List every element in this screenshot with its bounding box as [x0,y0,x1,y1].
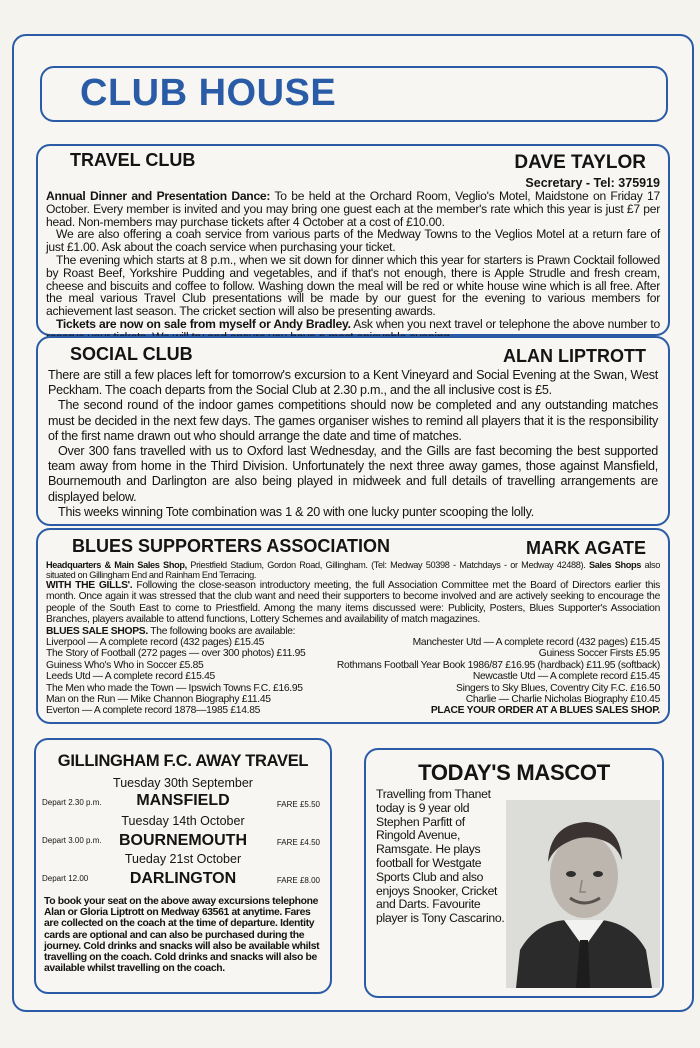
blues-title: BLUES SUPPORTERS ASSOCIATION [72,536,391,556]
order-notice: PLACE YOUR ORDER AT A BLUES SALES SHOP. [430,705,660,717]
blues-panel [36,528,670,724]
social-club-text [48,368,658,520]
social-club-title: SOCIAL CLUB [70,344,193,364]
trip-date: Tuesday 30th September [113,776,253,790]
trip-date: Tuesday 14th October [121,814,245,828]
book-row [46,648,660,659]
sales-shops-text: also situated on Gillingham End and Rainham End Terracing. [46,560,660,580]
book-item: Everton — A complete record 1878—1985 £14.85 [46,705,261,717]
dinner-heading: Annual Dinner and Presentation Dance: [46,189,271,203]
mascot-title: TODAY'S MASCOT [418,760,610,785]
trip-team: BOURNEMOUTH [119,832,247,849]
tickets-text: Ask when you next travel or telephone the above number to [353,316,660,331]
trip-depart: Depart 2.30 p.m. [42,798,102,807]
book-item: Singers to Sky Blues, Coventry City F.C. £16.50 [456,682,660,694]
book-item: Guiness Soccer Firsts £5.95 [538,648,660,660]
book-row [46,671,660,682]
club-house-banner [40,66,668,122]
trip-team: DARLINGTON [129,870,237,887]
social-club-panel [36,336,670,526]
games-text: The second round of the indoor games competitions should now be completed and any outstanding matches must be decided in the next few days. The games organiser wishes to remind all players that it is the responsibility of the first name drawn out who should arrange the date and time of matches. [48,398,658,443]
travel-club-text [46,190,660,344]
book-item: Rothmans Football Year Book 1986/87 £16.95 (hardback) £11.95 (softback) [336,659,660,671]
trip-depart: Depart 12.00 [42,874,89,883]
sale-shops-text: The following books are available: [147,625,296,637]
oxford-text: Over 300 fans travelled with us to Oxford last Wednesday, and the Gills are fast becoming the best supported team away from home in the Third Division. Unfortunately the next three away games, those against Mansfield, Bournemouth and Darlington are also being played in midweek and full details of travelling arrangements are displayed below. [48,444,658,504]
book-row [46,694,660,705]
page-title: CLUB HOUSE [80,72,337,114]
book-item: Man on the Run — Mike Channon Biography £11.45 [46,694,271,706]
mascot-text: Travelling from Thanet today is 9 year old Stephen Parfitt of Ringold Avenue, Ramsgate. He plays football for Westgate Sports Club and also enjoys Snooker, Cricket and Darts. Favourite player is Tony Cascarino. [376,787,505,926]
tote-text: This weeks winning Tote combination was 1 & 20 with one lucky punter scooping the lolly. [58,504,534,519]
blues-text [46,560,660,717]
tickets-heading: Tickets are now on sale from myself or Andy Bradley. [56,316,351,331]
hq-heading: Headquarters & Main Sales Shop, [46,560,187,570]
book-item: Charlie — Charlie Nicholas Biography £10.45 [465,694,660,706]
travel-club-person: DAVE TAYLOR [514,152,646,173]
evening-text: The evening which starts at 8 p.m., when we sit down for dinner which this year for starters is Prawn Cocktail followed by Roast Beef, Yorkshire Pudding and vegetables, and if that's not enough, there is Apple Strudle and fresh cream, cheese and biscuits and coffee to follow. Washing down the meal will be red or white house wine which is all free. After the meal various Travel Club presentations will be made by our guest for the evening to various members for achievement last season. The cricket section will also be presenting awards. [46,252,660,319]
hq-text: Priestfield Stadium, Gordon Road, Gillingham. (Tel: Medway 50398 - Matchdays - or Medway 42488). [186,560,586,570]
trip-fare: FARE £5.50 [276,800,320,809]
blues-person: MARK AGATE [526,538,646,558]
trip-depart: Depart 3.00 p.m. [42,836,102,845]
trip-date: Tueday 21st October [124,852,242,866]
book-item: Newcastle Utd — A complete record £15.45 [472,671,660,683]
book-item: Manchester Utd — A complete record (432 pages) £15.45 [412,637,660,649]
dinner-text: To be held at the Orchard Room, Veglio's Motel, Maidstone on Friday 17 October. Every member is invited and you may bring one guest each at the member's rate which this year is just £7 per head. Non-members may purchase tickets after 4 October at a cost of £10.00. [46,189,661,229]
travel-club-contact: Secretary - Tel: 375919 [525,176,660,190]
sale-shops-heading: BLUES SALE SHOPS. [46,625,148,637]
trip-team: MANSFIELD [136,792,230,809]
book-row [46,683,660,694]
away-travel-title: GILLINGHAM F.C. AWAY TRAVEL [57,752,309,770]
with-gills-text: Following the close-season introductory meeting, the full Association Committee met the Board of Directors earlier this month. Once again it was stressed that the club want and need their supporters to become involved and are actively seeking to encourage the people of the South East to come to Priestfield. Among the many items discussed were: Publicity, Posters, Blues Supporter's Association Branches, players available to attend functions, Lottery Schemes and availability of match magazines. [46,580,660,626]
away-travel-panel [34,738,332,994]
travel-club-title: TRAVEL CLUB [70,150,196,170]
book-item: The Story of Football (272 pages — over 300 photos) £11.95 [46,648,306,660]
book-item: Guiness Who's Who in Soccer £5.85 [46,659,204,671]
programme-page [12,34,694,1012]
travel-club-panel [36,144,670,336]
trip-fare: FARE £4.50 [276,838,320,847]
mascot-photo [506,800,660,988]
sales-shops-heading: Sales Shops [585,560,642,570]
booking-note: To book your seat on the above away excursions telephone Alan or Gloria Liptrott on Medway 63561 at anytime. Fares are collected on the coach at the time of departure. Identity cards are optional and can also be purchased during the journey. Cold drinks and snacks will also be available whilst travelling on the coach. Cold drinks and snacks will also be available whilst travelling on the coach. [44,896,320,975]
with-gills-heading: WITH THE GILLS'. [46,580,133,591]
book-item: Leeds Utd — A complete record £15.45 [46,671,215,683]
book-row [46,660,660,671]
book-row [46,705,660,716]
mascot-panel [364,748,664,998]
trip-fare: FARE £8.00 [276,876,320,885]
coach-text: We are also offering a coah service from various parts of the Medway Towns to the Veglios Motel at a return fare of just £1.00. Ask about the coach service when purchasing your ticket. [46,227,660,255]
excursion-text: There are still a few places left for tomorrow's excursion to a Kent Vineyard and Social Evening at the Swan, West Peckham. The coach departs from the Social Club at 2.30 p.m., and the all inclusive cost is £5. [48,368,658,398]
social-club-person: ALAN LIPTROTT [503,346,646,366]
book-item: Liverpool — A complete record (432 pages) £15.45 [46,637,264,649]
book-item: The Men who made the Town — Ipswich Towns F.C. £16.95 [46,682,303,694]
boy-portrait-icon [506,800,660,988]
book-row [46,637,660,648]
